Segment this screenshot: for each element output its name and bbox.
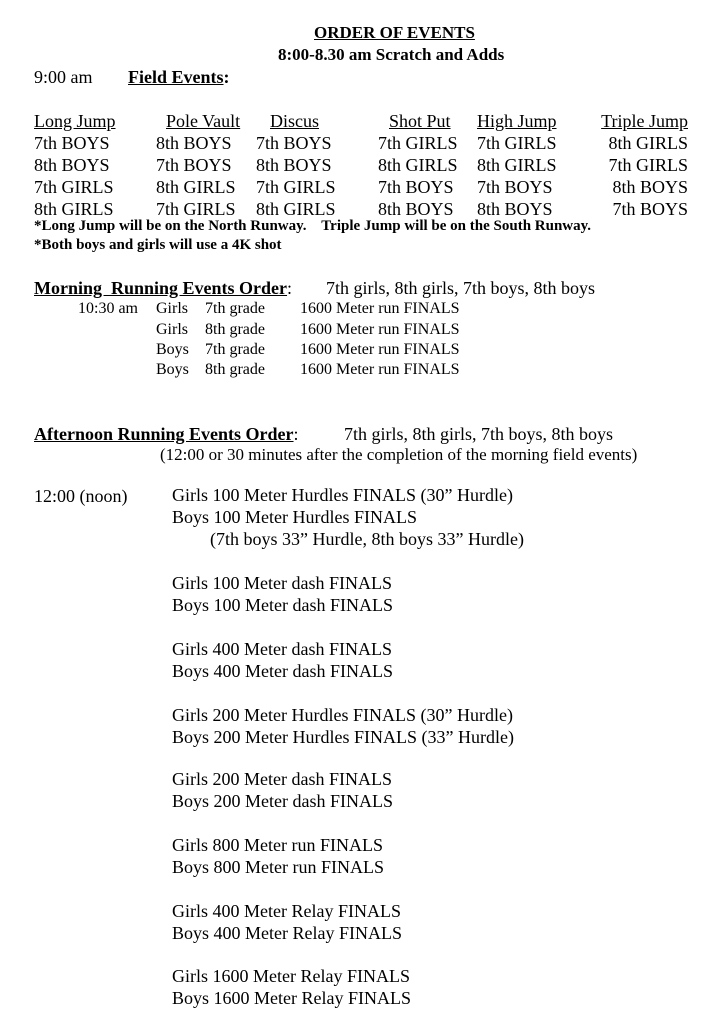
event-line: Boys 200 Meter dash FINALS	[172, 791, 393, 811]
event-line: Boys 200 Meter Hurdles FINALS (33” Hurdle)	[172, 727, 514, 747]
table-cell: 8th BOYS	[477, 199, 553, 219]
field-events-time: 9:00 am	[34, 67, 93, 87]
morning-gender: Boys	[156, 341, 189, 358]
morning-event: 1600 Meter run FINALS	[300, 321, 460, 338]
table-cell: 8th GIRLS	[256, 199, 336, 219]
morning-event: 1600 Meter run FINALS	[300, 361, 460, 378]
shot-put-column	[378, 110, 458, 220]
morning-gender: Girls	[156, 300, 188, 317]
afternoon-heading	[34, 425, 299, 443]
high-jump-column	[477, 110, 557, 220]
table-cell: 8th GIRLS	[477, 155, 557, 175]
high-jump-header: High Jump	[477, 111, 557, 131]
event-line: Girls 200 Meter Hurdles FINALS (30” Hurdle)	[172, 705, 513, 725]
shot-put-header: Shot Put	[389, 111, 451, 131]
table-cell: 7th BOYS	[378, 177, 454, 197]
table-cell: 7th GIRLS	[256, 177, 336, 197]
table-cell: 7th GIRLS	[477, 133, 557, 153]
note-runways: *Long Jump will be on the North Runway. Triple Jump will be on the South Runway.	[34, 218, 592, 234]
event-group	[172, 704, 514, 748]
triple-jump-column	[594, 110, 688, 220]
hurdle-note: (7th boys 33” Hurdle, 8th boys 33” Hurdle)	[210, 529, 524, 549]
table-cell: 7th GIRLS	[156, 199, 236, 219]
morning-event: 1600 Meter run FINALS	[300, 341, 460, 358]
table-cell: 8th BOYS	[378, 199, 454, 219]
table-cell: 7th BOYS	[156, 155, 232, 175]
note-shot: *Both boys and girls will use a 4K shot	[34, 237, 282, 253]
page-subtitle: 8:00-8.30 am Scratch and Adds	[278, 45, 505, 64]
table-cell: 8th GIRLS	[156, 177, 236, 197]
morning-row	[156, 342, 189, 358]
morning-row	[156, 362, 189, 378]
table-cell: 8th BOYS	[34, 155, 110, 175]
event-line: Girls 800 Meter run FINALS	[172, 835, 383, 855]
morning-grade: 8th grade	[205, 321, 265, 338]
event-line: Boys 400 Meter dash FINALS	[172, 661, 393, 681]
table-cell: 7th BOYS	[256, 133, 332, 153]
morning-event: 1600 Meter run FINALS	[300, 300, 460, 317]
event-group	[172, 965, 411, 1009]
morning-grade: 7th grade	[205, 341, 265, 358]
field-events-colon: :	[223, 67, 230, 87]
afternoon-note: (12:00 or 30 minutes after the completion of the morning field events)	[160, 445, 638, 464]
table-cell: 7th BOYS	[34, 133, 110, 153]
event-line: Boys 100 Meter dash FINALS	[172, 595, 393, 615]
table-cell: 8th BOYS	[156, 133, 232, 153]
morning-order: 7th girls, 8th girls, 7th boys, 8th boys	[326, 278, 596, 298]
afternoon-colon: :	[293, 424, 299, 444]
morning-grade: 7th grade	[205, 300, 265, 317]
event-group	[172, 484, 524, 550]
field-events-heading	[128, 68, 230, 86]
table-cell: 8th GIRLS	[34, 199, 114, 219]
morning-label: Morning Running Events Order	[34, 278, 288, 298]
event-group	[172, 638, 393, 682]
morning-colon: :	[287, 278, 293, 298]
table-cell: 7th GIRLS	[378, 133, 458, 153]
morning-time: 10:30 am	[78, 300, 138, 317]
table-cell: 7th GIRLS	[34, 177, 114, 197]
long-jump-header: Long Jump	[34, 111, 116, 131]
event-line: Girls 400 Meter dash FINALS	[172, 639, 392, 659]
table-cell: 7th BOYS	[612, 199, 688, 219]
pole-vault-header: Pole Vault	[166, 111, 241, 131]
event-group	[172, 572, 393, 616]
afternoon-time: 12:00 (noon)	[34, 486, 128, 506]
long-jump-column	[34, 110, 116, 220]
event-line: Girls 1600 Meter Relay FINALS	[172, 966, 410, 986]
morning-gender: Girls	[156, 321, 188, 338]
morning-gender: Boys	[156, 361, 189, 378]
event-line: Girls 100 Meter dash FINALS	[172, 573, 392, 593]
event-line: Boys 800 Meter run FINALS	[172, 857, 384, 877]
table-cell: 8th BOYS	[612, 177, 688, 197]
table-cell: 8th GIRLS	[378, 155, 458, 175]
event-line: Girls 400 Meter Relay FINALS	[172, 901, 401, 921]
table-cell: 8th GIRLS	[608, 133, 688, 153]
event-line: Boys 400 Meter Relay FINALS	[172, 923, 402, 943]
event-line: Girls 200 Meter dash FINALS	[172, 769, 392, 789]
morning-grade: 8th grade	[205, 361, 265, 378]
event-group	[172, 900, 402, 944]
table-cell: 7th GIRLS	[608, 155, 688, 175]
afternoon-order: 7th girls, 8th girls, 7th boys, 8th boys	[344, 424, 614, 444]
triple-jump-header: Triple Jump	[601, 111, 688, 131]
event-group	[172, 834, 384, 878]
page-title: ORDER OF EVENTS	[314, 23, 475, 42]
field-events-label: Field Events	[128, 67, 224, 87]
event-line: Girls 100 Meter Hurdles FINALS (30” Hurdle)	[172, 485, 513, 505]
event-group	[172, 768, 393, 812]
morning-heading	[34, 279, 292, 297]
morning-row	[156, 301, 188, 317]
morning-row	[156, 322, 188, 338]
event-line: Boys 100 Meter Hurdles FINALS	[172, 507, 417, 527]
afternoon-label: Afternoon Running Events Order	[34, 424, 294, 444]
discus-column	[256, 110, 336, 220]
table-cell: 7th BOYS	[477, 177, 553, 197]
event-line: Boys 1600 Meter Relay FINALS	[172, 988, 411, 1008]
table-cell: 8th BOYS	[256, 155, 332, 175]
pole-vault-column	[156, 110, 240, 220]
discus-header: Discus	[270, 111, 319, 131]
